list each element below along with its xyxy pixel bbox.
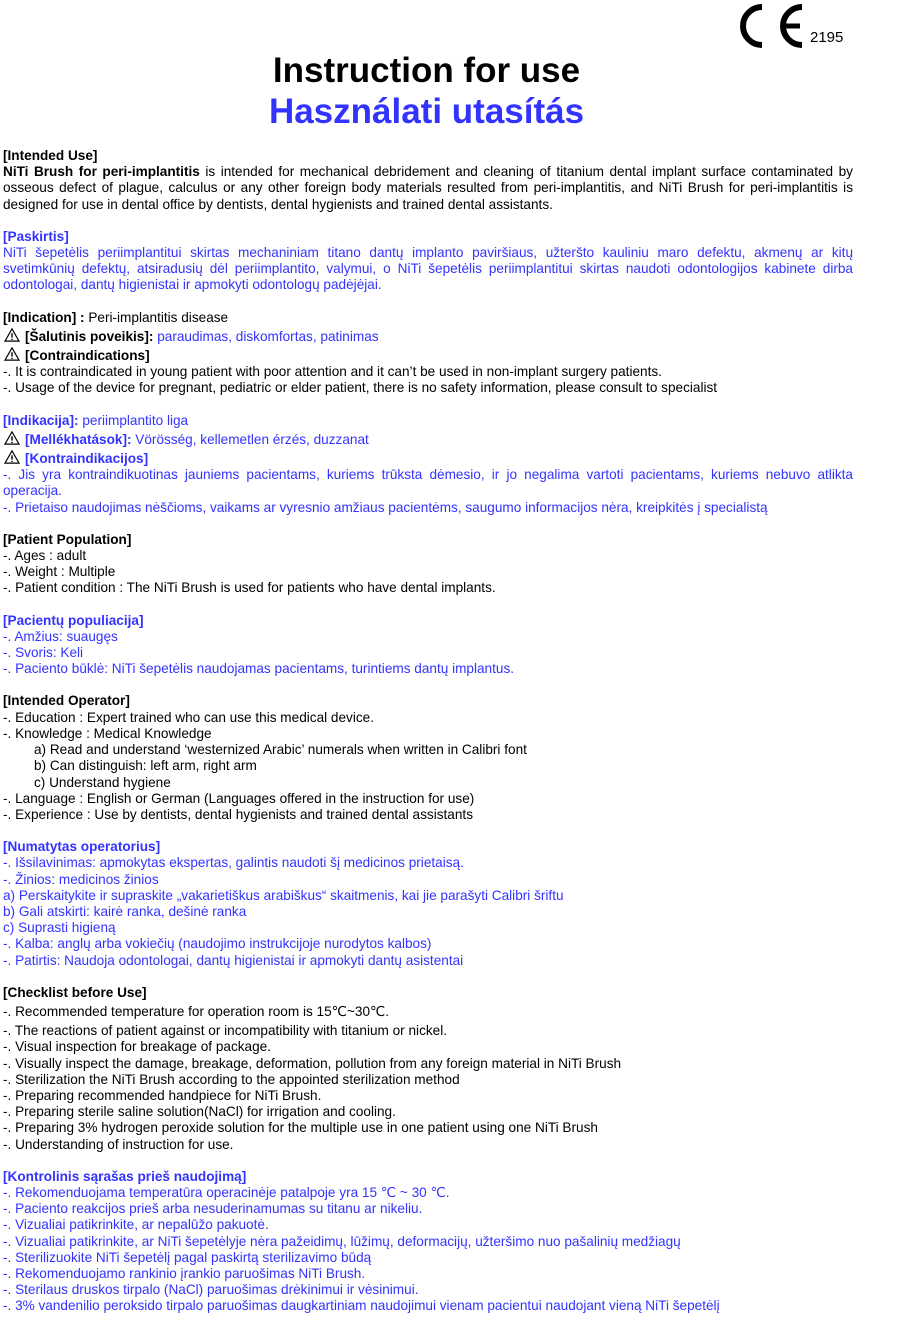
intended-use-text [3, 164, 853, 213]
kontrolinis-section [3, 1169, 853, 1315]
contraindications-line [3, 347, 853, 364]
section-heading: [Indikacija]: [3, 412, 79, 428]
indikacija-value: periimplantito liga [78, 412, 189, 428]
list-item: -. Language : English or German (Languages offered in the instruction for use) [3, 790, 475, 806]
list-item: a) Perskaitykite ir supraskite „vakarietiškus arabiškus“ skaitmenis, kai jie parašyti Calibri šriftu [3, 887, 564, 903]
list-item: -. Kalba: anglų arba vokiečių (naudojimo instrukcijoje nurodytos kalbos) [3, 936, 432, 952]
side-effects-line [3, 431, 853, 448]
list-item: -. The reactions of patient against or incompatibility with titanium or nickel. [3, 1023, 448, 1039]
list-item: -. Svoris: Keli [3, 645, 84, 661]
page-title: Instruction for use [272, 51, 581, 90]
warning-icon [3, 347, 21, 361]
warning-icon [3, 431, 21, 445]
section-heading: [Pacientų populiacija] [3, 612, 144, 628]
ce-mark-logo [740, 4, 806, 48]
section-heading: [Intended Operator] [3, 693, 130, 709]
list-item: -. Preparing 3% hydrogen peroxide solution for the multiple use in one patient using one NiTi Brush [3, 1120, 598, 1136]
paskirtis-section [3, 229, 853, 294]
section-heading: [Checklist before Use] [3, 984, 147, 1000]
list-item: -. Recommended temperature for operation room is 15℃~30℃. [3, 1003, 390, 1019]
side-effects-value: Vörösség, kellemetlen érzés, duzzanat [131, 431, 369, 447]
list-item: -. Rekomenduojama temperatūra operacinėje patalpoje yra 15 ℃ ~ 30 ℃. [3, 1184, 450, 1200]
pacientu-populiacija-section [3, 613, 853, 678]
section-heading: [Indication] : [3, 309, 85, 325]
contraindications-heading: [Kontraindikacijos] [25, 451, 149, 467]
patient-population-section [3, 532, 853, 597]
side-effects-line [3, 328, 853, 345]
document-body [3, 148, 853, 1331]
paskirtis-text: NiTi šepetėlis periimplantitui skirtas mechaniniam titano dantų implanto paviršiaus, užteršto kauliniu maro defektu, akmenų ar kitų svetimkūnių defektų, atsiradusių dėl periimplantito, valymui, o NiTi šepetėlis periimplantitui skirtas naudoti odontologijos kabinete dirba odontologai, dantų higienistai ir apmokyti odontologų padėjėjai. [3, 245, 853, 293]
list-item: -. Preparing recommended handpiece for NiTi Brush. [3, 1087, 322, 1103]
intended-use-body: is intended for mechanical debridement and cleaning of titanium dental implant surface contaminated by osseous defect of plague, calculus or any other foreign body materials resulted from peri-implantitis, and NiTi Brush for peri-implantitis is designed for use in dental office by dentists, dental hygienists and trained dental assistants. [3, 164, 853, 212]
section-heading: [Patient Population] [3, 531, 132, 547]
list-item: -. Education : Expert trained who can use this medical device. [3, 709, 375, 725]
notified-body-number: 2195 [810, 29, 844, 46]
indication-value: Peri-implantitis disease [84, 309, 229, 325]
list-item: -. Vizualiai patikrinkite, ar nepalūžo pakuotė. [3, 1217, 269, 1233]
sub-list-item: c) Understand hygiene [34, 774, 171, 790]
intended-operator-section [3, 693, 853, 823]
list-item: -. Išsilavinimas: apmokytas ekspertas, galintis naudoti šį medicinos prietaisą. [3, 855, 464, 871]
list-item: -. Weight : Multiple [3, 564, 116, 580]
side-effects-heading: [Mellékhatások]: [25, 431, 132, 447]
indication-line [3, 310, 853, 326]
intended-use-section [3, 148, 853, 213]
contraindications-heading: [Contraindications] [25, 348, 150, 364]
section-heading: [Numatytas operatorius] [3, 839, 161, 855]
section-heading: [Intended Use] [3, 148, 98, 163]
page-title-hungarian: Használati utasítás [268, 92, 585, 131]
sub-list-item: a) Read and understand ‘westernized Arabic’ numerals when written in Calibri font [34, 742, 527, 758]
section-heading: [Paskirtis] [3, 228, 69, 244]
list-item: -. Sterilization the NiTi Brush according to the appointed sterilization method [3, 1071, 460, 1087]
indikacija-section [3, 413, 853, 516]
side-effects-value: paraudimas, diskomfortas, patinimas [153, 328, 379, 344]
list-item: -. Sterilizuokite NiTi šepetėlį pagal paskirtą sterilizavimo būdą [3, 1249, 372, 1265]
section-heading: [Kontrolinis sąrašas prieš naudojimą] [3, 1168, 247, 1184]
indikacija-line [3, 413, 853, 429]
list-item: -. Knowledge : Medical Knowledge [3, 725, 212, 741]
list-item: c) Suprasti higieną [3, 920, 116, 936]
list-item: -. Preparing sterile saline solution(NaCl) for irrigation and cooling. [3, 1104, 396, 1120]
list-item: -. Jis yra kontraindikuotinas jauniems pacientams, kuriems trūksta dėmesio, ir jo negalima vartoti pacientams, kuriems nebuvo atlikta operacija. [3, 467, 853, 499]
list-item: -. Prietaiso naudojimas nėščioms, vaikams ar vyresnio amžiaus pacientėms, saugumo informacijos nėra, kreipkitės į specialistą [3, 499, 768, 515]
list-item: -. Ages : adult [3, 548, 87, 564]
sub-list-item: b) Can distinguish: left arm, right arm [34, 758, 257, 774]
list-item: -. Žinios: medicinos žinios [3, 871, 159, 887]
numatytas-operatorius-section [3, 839, 853, 969]
list-item: -. Visually inspect the damage, breakage, deformation, pollution from any foreign material in NiTi Brush [3, 1055, 622, 1071]
list-item: -. Paciento būklė: NiTi šepetėlis naudojamas pacientams, turintiems dantų implantus. [3, 661, 515, 677]
list-item: -. Experience : Use by dentists, dental hygienists and trained dental assistants [3, 806, 473, 822]
side-effects-heading: [Šalutinis poveikis]: [25, 328, 154, 344]
checklist-section [3, 985, 853, 1153]
list-item: -. 3% vandenilio peroksido tirpalo paruošimas daugkartiniam naudojimui vienam pacientui naudojant vieną NiTi šepetėlį [3, 1298, 720, 1314]
list-item: -. Patirtis: Naudoja odontologai, dantų higienistai ir apmokyti dantų asistentai [3, 952, 464, 968]
list-item: -. Understanding of instruction for use. [3, 1136, 234, 1152]
indication-section [3, 310, 853, 397]
list-item: -. Patient condition : The NiTi Brush is used for patients who have dental implants. [3, 580, 496, 596]
list-item: -. Usage of the device for pregnant, pediatric or elder patient, there is no safety information, please consult to specialist [3, 380, 718, 396]
list-item: -. Sterilaus druskos tirpalo (NaCl) paruošimas drėkinimui ir vėsinimui. [3, 1282, 419, 1298]
contraindications-line [3, 450, 853, 467]
warning-icon [3, 450, 21, 464]
list-item: -. Rekomenduojamo rankinio įrankio paruošimas NiTi Brush. [3, 1265, 366, 1281]
list-item: -. Paciento reakcijos prieš arba nesuderinamumas su titanu ar nikeliu. [3, 1201, 423, 1217]
list-item: -. Vizualiai patikrinkite, ar NiTi šepetėlyje nėra pažeidimų, lūžimų, deformacijų, užteršimo nuo pašalinių medžiagų [3, 1233, 681, 1249]
list-item: b) Gali atskirti: kairė ranka, dešinė ranka [3, 903, 247, 919]
product-name: NiTi Brush for peri-implantitis [3, 164, 200, 180]
list-item: -. Visual inspection for breakage of package. [3, 1039, 272, 1055]
list-item: -. Amžius: suaugęs [3, 628, 118, 644]
list-item: -. It is contraindicated in young patient with poor attention and it can’t be used in non-implant surgery patients. [3, 364, 662, 380]
warning-icon [3, 328, 21, 342]
